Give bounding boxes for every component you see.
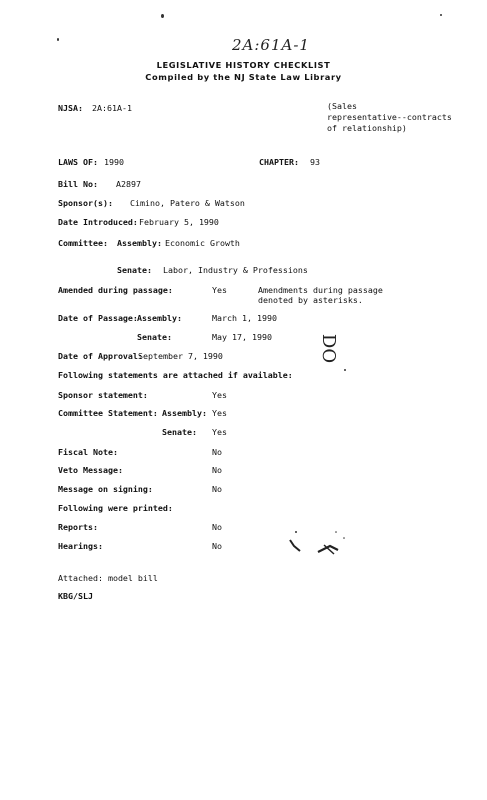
scan-artifact-stroke — [290, 540, 300, 551]
initials: KBG/SLJ — [58, 591, 93, 601]
committee-assembly-value: Economic Growth — [165, 238, 240, 248]
chapter-value: 93 — [310, 157, 320, 167]
scan-speck — [57, 38, 59, 41]
scan-speck — [161, 14, 164, 18]
sponsor-statement-label: Sponsor statement: — [58, 390, 148, 400]
printed-heading: Following were printed: — [58, 503, 173, 513]
scan-speck — [440, 14, 442, 16]
scan-speck — [344, 369, 346, 371]
sponsors-label: Sponsor(s): — [58, 198, 113, 208]
passage-assembly-label: Assembly: — [137, 313, 182, 323]
checklist-title: LEGISLATIVE HISTORY CHECKLIST — [156, 60, 331, 70]
committee-statement-label: Committee Statement: — [58, 408, 158, 418]
scan-artifact-dot — [343, 537, 345, 539]
date-of-approval-label: Date of Approval: — [58, 351, 143, 361]
committee-label: Committee: — [58, 238, 108, 248]
scan-artifact-dot — [295, 531, 297, 533]
scan-artifact-dot — [335, 531, 337, 533]
bill-no-label: Bill No: — [58, 179, 98, 189]
amended-note-line: denoted by asterisks. — [258, 295, 363, 305]
bill-no-value: A2897 — [116, 179, 141, 189]
committee-senate-label: Senate: — [117, 265, 152, 275]
fiscal-note-label: Fiscal Note: — [58, 447, 118, 457]
message-on-signing-label: Message on signing: — [58, 484, 153, 494]
veto-message-label: Veto Message: — [58, 465, 123, 475]
hearings-label: Hearings: — [58, 541, 103, 551]
date-of-approval-value: September 7, 1990 — [138, 351, 223, 361]
handwritten-statute-code: 2A:61A-1 — [232, 36, 310, 54]
hearings-value: No — [212, 541, 222, 551]
amended-note-line: Amendments during passage — [258, 285, 383, 295]
committee-statement-senate-value: Yes — [212, 427, 227, 437]
laws-of-label: LAWS OF: — [58, 157, 98, 167]
committee-statement-senate-label: Senate: — [162, 427, 197, 437]
committee-statement-assembly-value: Yes — [212, 408, 227, 418]
subject-note-line: representative--contracts — [327, 112, 452, 122]
njsa-label: NJSA: — [58, 103, 83, 113]
checklist-subtitle: Compiled by the NJ State Law Library — [145, 72, 342, 82]
committee-assembly-label: Assembly: — [117, 238, 162, 248]
fiscal-note-value: No — [212, 447, 222, 457]
amended-label: Amended during passage: — [58, 285, 173, 295]
amended-value: Yes — [212, 285, 227, 295]
veto-message-value: No — [212, 465, 222, 475]
sponsor-statement-value: Yes — [212, 390, 227, 400]
passage-senate-label: Senate: — [137, 332, 172, 342]
laws-of-value: 1990 — [104, 157, 124, 167]
reports-label: Reports: — [58, 522, 98, 532]
date-introduced-label: Date Introduced: — [58, 217, 138, 227]
passage-senate-value: May 17, 1990 — [212, 332, 272, 342]
subject-note — [327, 101, 452, 134]
passage-assembly-value: March 1, 1990 — [212, 313, 277, 323]
sponsors-value: Cimino, Patero & Watson — [130, 198, 245, 208]
chapter-label: CHAPTER: — [259, 157, 299, 167]
statements-heading: Following statements are attached if available: — [58, 370, 293, 380]
committee-senate-value: Labor, Industry & Professions — [163, 265, 308, 275]
attached-note: Attached: model bill — [58, 573, 158, 583]
njsa-value: 2A:61A-1 — [92, 103, 132, 113]
message-on-signing-value: No — [212, 484, 222, 494]
committee-statement-assembly-label: Assembly: — [162, 408, 207, 418]
reports-value: No — [212, 522, 222, 532]
date-of-passage-label: Date of Passage: — [58, 313, 138, 323]
date-introduced-value: February 5, 1990 — [139, 217, 219, 227]
subject-note-line: (Sales — [327, 101, 357, 111]
subject-note-line: of relationship) — [327, 123, 407, 133]
stamp-mark: DO — [318, 333, 340, 364]
scan-artifact — [284, 520, 354, 560]
